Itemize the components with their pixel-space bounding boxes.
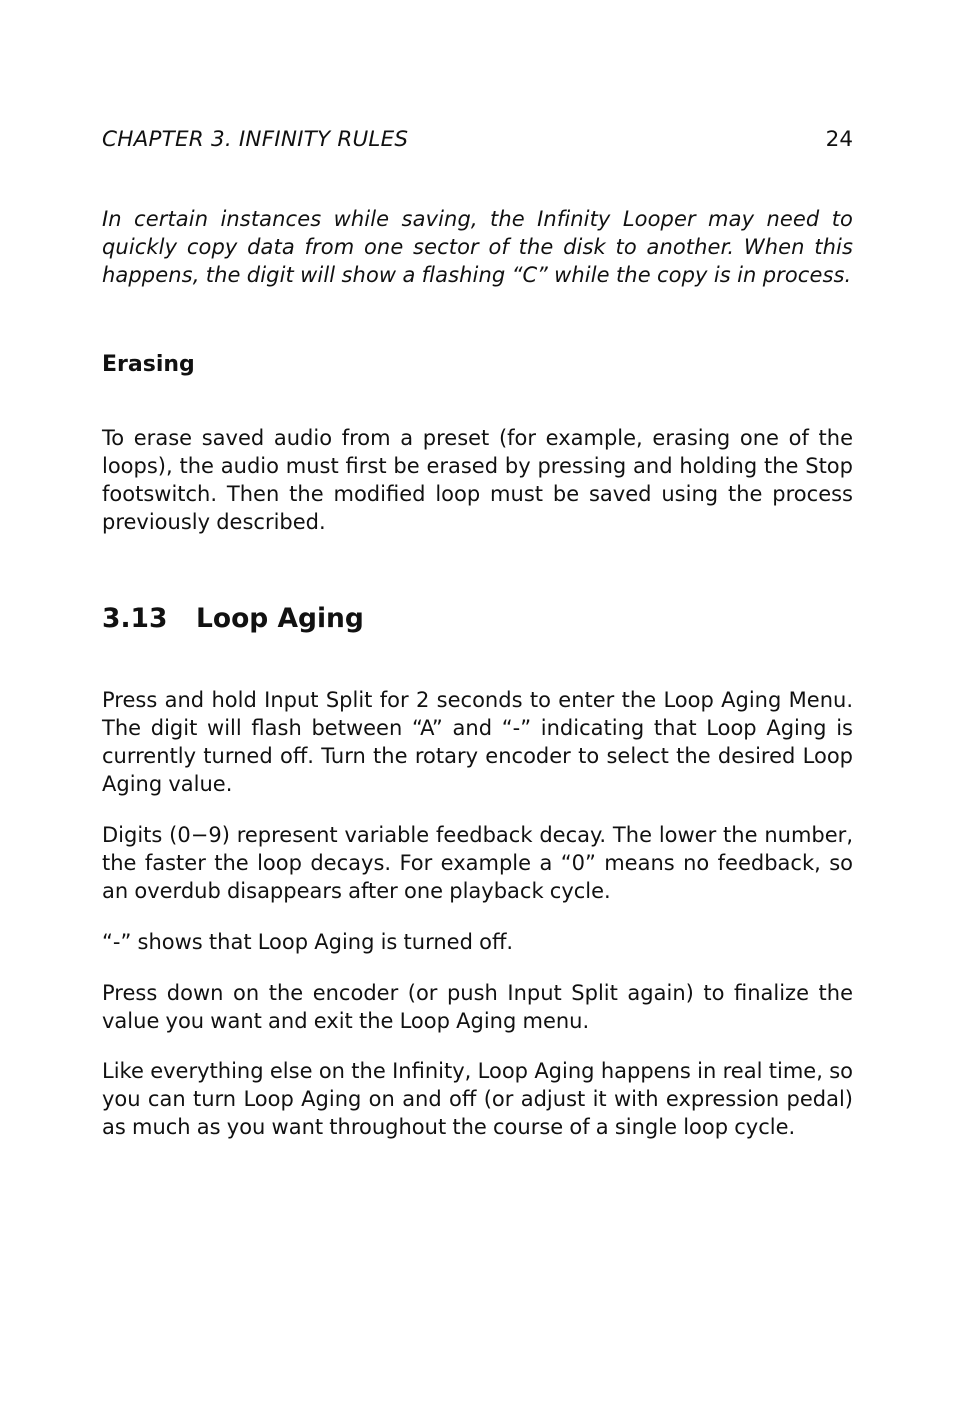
loop-aging-paragraph-1: Press and hold Input Split for 2 seconds to enter the Loop Aging Menu. The digit will flash between “A” and “-” indicating that Loop Aging is currently turned off. Turn the rotary encoder to select the desired Loop Aging value. [102,688,853,796]
chapter-title: CHAPTER 3. INFINITY RULES [102,127,409,152]
loop-aging-paragraph-3: “-” shows that Loop Aging is turned off. [102,930,514,954]
section-number: 3.13 [102,603,168,634]
loop-aging-paragraph-2: Digits (0−9) represent variable feedback decay. The lower the number, the faster the loop decays. For example a “0” means no feedback, so an overdub disappears after one playback cycle. [102,823,853,903]
section-title: Loop Aging [196,603,364,634]
page-number: 24 [825,127,853,152]
erasing-paragraph: To erase saved audio from a preset (for example, erasing one of the loops), the audio must first be erased by pressing and holding the Stop footswitch. Then the modified loop must be saved using the process previously described. [102,426,853,534]
section-heading [102,600,364,638]
running-header [102,124,853,156]
loop-aging-paragraph-4: Press down on the encoder (or push Input Split again) to finalize the value you want and exit the Loop Aging menu. [102,981,853,1033]
loop-aging-paragraph-5: Like everything else on the Infinity, Loop Aging happens in real time, so you can turn Loop Aging on and off (or adjust it with expression pedal) as much as you want throughout the course of a single loop cycle. [102,1059,853,1139]
erasing-heading: Erasing [102,352,195,377]
intro-note-paragraph: In certain instances while saving, the Infinity Looper may need to quickly copy data from one sector of the disk to another. When this happens, the digit will show a flashing “C” while the copy is in process. [102,207,853,287]
